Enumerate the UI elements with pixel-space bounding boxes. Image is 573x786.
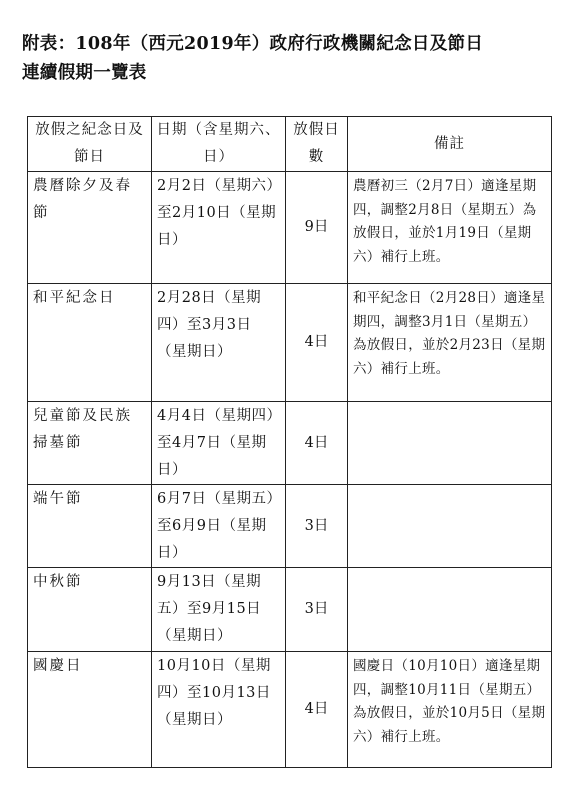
table-header-row bbox=[28, 117, 552, 172]
remarks-cell bbox=[348, 568, 552, 652]
header-date-range: 日期（含星期六、日） bbox=[152, 117, 286, 172]
days-off-cell: 9日 bbox=[286, 172, 348, 284]
days-off-cell: 4日 bbox=[286, 402, 348, 485]
date-range-cell: 2月28日（星期四）至3月3日（星期日） bbox=[152, 284, 286, 402]
title-line-2: 連續假期一覽表 bbox=[22, 63, 147, 83]
days-off-cell: 4日 bbox=[286, 284, 348, 402]
header-holiday-name: 放假之紀念日及節日 bbox=[28, 117, 152, 172]
remarks-cell: 農曆初三（2月7日）適逢星期四，調整2月8日（星期五）為放假日，並於1月19日（星期六）補行上班。 bbox=[348, 172, 552, 284]
remarks-cell bbox=[348, 485, 552, 568]
date-range-cell: 2月2日（星期六）至2月10日（星期日） bbox=[152, 172, 286, 284]
table-row bbox=[28, 402, 552, 485]
header-days-off: 放假日數 bbox=[286, 117, 348, 172]
days-off-cell: 3日 bbox=[286, 485, 348, 568]
holiday-name-cell: 農曆除夕及春節 bbox=[28, 172, 152, 284]
table-row bbox=[28, 652, 552, 768]
holiday-name-cell: 中秋節 bbox=[28, 568, 152, 652]
holiday-name-cell: 端午節 bbox=[28, 485, 152, 568]
document-title bbox=[22, 30, 557, 88]
table-row bbox=[28, 485, 552, 568]
table-row bbox=[28, 568, 552, 652]
remarks-cell bbox=[348, 402, 552, 485]
days-off-cell: 4日 bbox=[286, 652, 348, 768]
date-range-cell: 6月7日（星期五）至6月9日（星期日） bbox=[152, 485, 286, 568]
date-range-cell: 10月10日（星期四）至10月13日（星期日） bbox=[152, 652, 286, 768]
remarks-cell: 和平紀念日（2月28日）適逢星期四，調整3月1日（星期五）為放假日，並於2月23日（星期六）補行上班。 bbox=[348, 284, 552, 402]
date-range-cell: 4月4日（星期四）至4月7日（星期日） bbox=[152, 402, 286, 485]
holiday-name-cell: 國慶日 bbox=[28, 652, 152, 768]
holiday-table bbox=[27, 116, 552, 768]
holiday-name-cell: 兒童節及民族掃墓節 bbox=[28, 402, 152, 485]
days-off-cell: 3日 bbox=[286, 568, 348, 652]
header-remarks: 備註 bbox=[348, 117, 552, 172]
remarks-cell: 國慶日（10月10日）適逢星期四，調整10月11日（星期五）為放假日，並於10月5日（星期六）補行上班。 bbox=[348, 652, 552, 768]
date-range-cell: 9月13日（星期五）至9月15日（星期日） bbox=[152, 568, 286, 652]
title-line-1: 附表：108年（西元2019年）政府行政機關紀念日及節日 bbox=[22, 34, 484, 54]
holiday-name-cell: 和平紀念日 bbox=[28, 284, 152, 402]
table-row bbox=[28, 172, 552, 284]
table-row bbox=[28, 284, 552, 402]
